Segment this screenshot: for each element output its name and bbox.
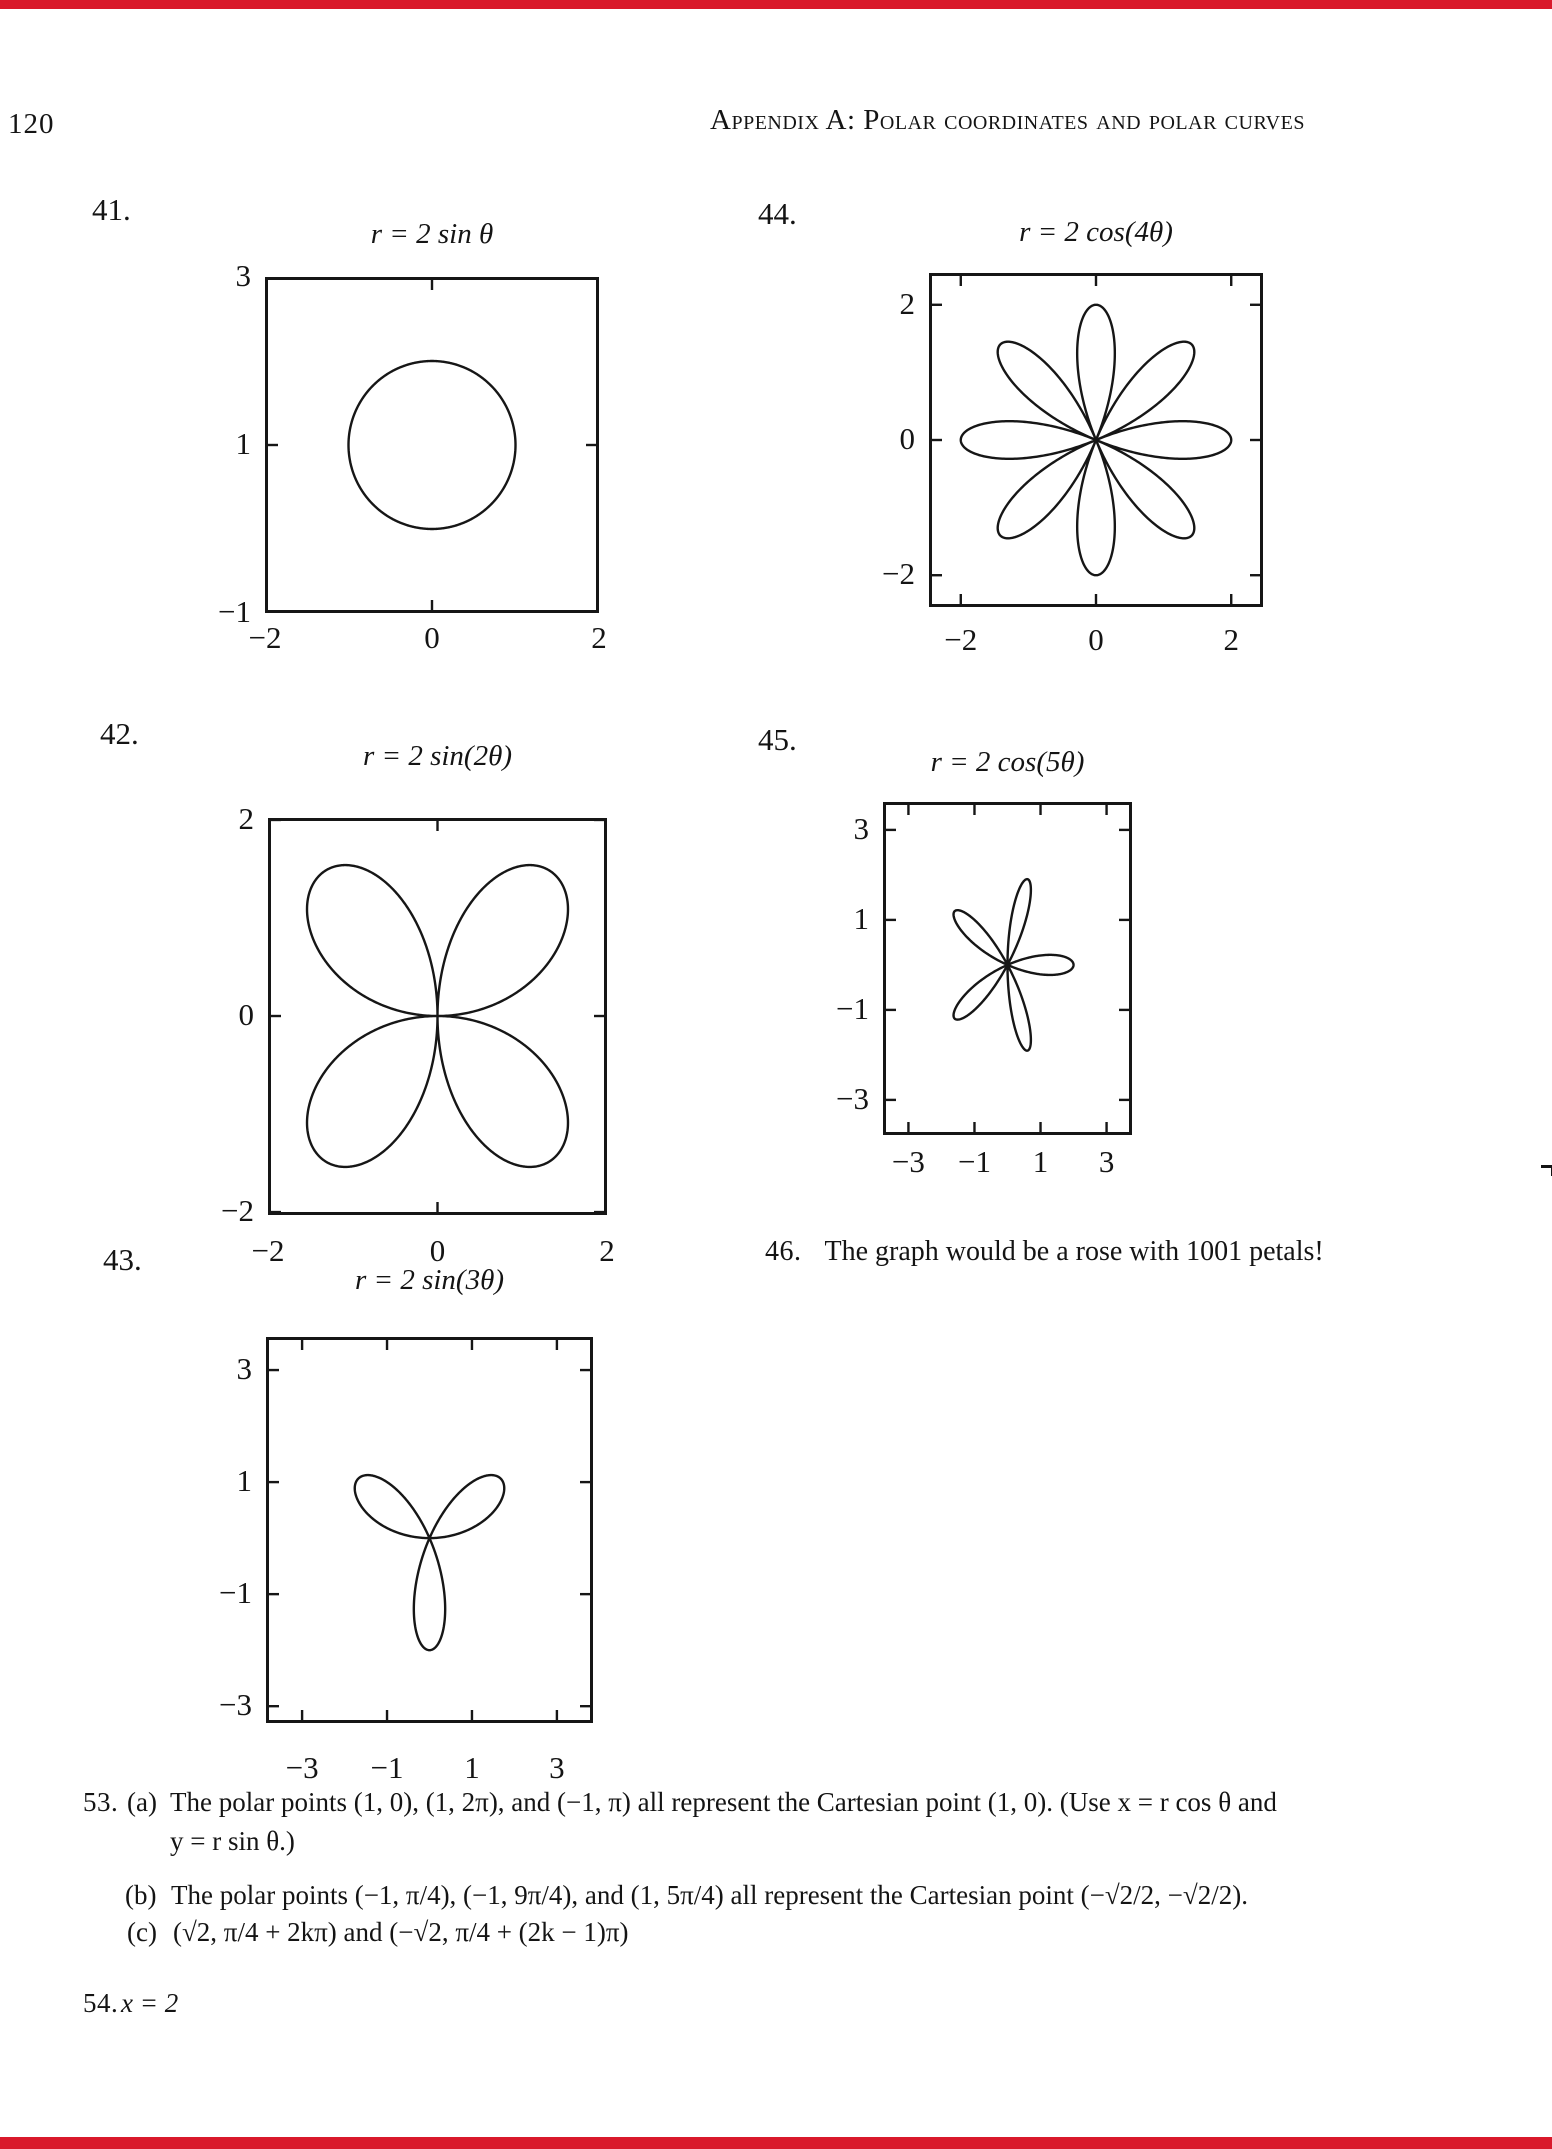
polar-plot-43 [266,1337,593,1723]
y-tick-label-41: 1 [235,426,251,461]
solution-54-text: x = 2 [121,1988,179,2018]
problem-number-44: 44. [758,196,797,231]
x-tick-label-43: 3 [549,1750,565,1785]
x-tick-label-45: 1 [1032,1144,1049,1179]
y-tick-label-45: −3 [836,1080,869,1116]
y-tick-label-42: 2 [238,800,254,836]
solution-46-text: The graph would be a rose with 1001 petals! [824,1236,1324,1267]
plot-title-44: r = 2 cos(4θ) [1019,216,1173,248]
page-number: 120 [8,108,55,140]
solution-53c-label: (c) [127,1917,157,1947]
x-tick-label-45: −3 [891,1144,925,1179]
polar-curve-42 [307,865,568,1167]
solution-53a-line2: y = r sin θ.) [170,1826,295,1856]
x-tick-label-44: 0 [1088,622,1104,657]
polar-curve-43 [355,1475,505,1650]
problem-number-45: 45. [758,722,797,757]
solution-46-number: 46. [765,1236,802,1267]
y-tick-label-43: −1 [219,1575,252,1611]
plot-title-42: r = 2 sin(2θ) [362,740,512,772]
solution-53c-text: (√2, π/4 + 2kπ) and (−√2, π/4 + (2k − 1)π) [173,1917,629,1947]
x-tick-label-43: −3 [285,1750,319,1785]
plot-title-43: r = 2 sin(3θ) [354,1264,504,1296]
solution-53-number: 53. [83,1787,119,1817]
polar-plot-45 [883,802,1132,1135]
y-tick-label-42: −2 [221,1193,254,1229]
y-tick-label-44: 2 [899,285,915,321]
solution-53a-line1: The polar points (1, 0), (1, 2π), and (−1, π) all represent the Cartesian point (1, 0). (Use x = r cos θ and [170,1787,1277,1817]
problem-number-41: 41. [92,192,131,227]
x-tick-label-45: −1 [957,1144,991,1179]
solution-53a-label: (a) [127,1787,157,1817]
y-tick-label-41: 3 [235,258,251,293]
solution-46 [765,1236,1324,1268]
y-tick-label-44: −2 [882,556,915,592]
polar-plot-44 [929,273,1263,607]
plot-title-45: r = 2 cos(5θ) [930,746,1085,778]
y-tick-label-41: −1 [218,594,251,629]
y-tick-label-43: −3 [219,1687,252,1723]
y-tick-label-45: 1 [853,900,869,936]
y-tick-label-43: 1 [236,1463,252,1499]
y-tick-label-43: 3 [236,1351,252,1387]
x-tick-label-43: −1 [370,1750,404,1785]
polar-plot-42 [268,818,607,1215]
x-tick-label-44: 2 [1223,622,1239,657]
polar-curve-45 [954,879,1074,1051]
plot-title-41: r = 2 sin θ [370,218,494,250]
x-tick-label-43: 1 [464,1750,480,1785]
scan-artifact-mark [1541,1165,1552,1176]
x-tick-label-41: 0 [424,620,440,655]
y-tick-label-42: 0 [238,997,254,1032]
x-tick-label-45: 3 [1098,1144,1115,1179]
x-tick-label-41: 2 [591,620,607,655]
page-edge-top [0,0,1552,9]
x-tick-label-42: −2 [251,1233,285,1268]
x-tick-label-41: −2 [248,620,282,655]
y-tick-label-45: −1 [836,990,869,1026]
problem-number-43: 43. [103,1242,142,1277]
page-edge-bottom [0,2137,1552,2149]
y-tick-label-45: 3 [853,810,869,846]
solution-53b-text: The polar points (−1, π/4), (−1, 9π/4), and (1, 5π/4) all represent the Cartesian point (−√2/2, −√2/2). [171,1880,1248,1910]
running-header: Appendix A: Polar coordinates and polar curves [710,104,1305,136]
solution-54-number: 54. [83,1988,119,2018]
x-tick-label-44: −2 [944,622,978,657]
x-tick-label-42: 2 [599,1233,615,1268]
polar-curve-44 [961,305,1231,575]
problem-number-42: 42. [100,716,139,751]
y-tick-label-44: 0 [899,421,915,456]
solution-53b-label: (b) [125,1880,157,1910]
x-tick-label-42: 0 [429,1233,446,1268]
polar-curve-41 [349,361,516,529]
polar-plot-41 [265,277,599,613]
